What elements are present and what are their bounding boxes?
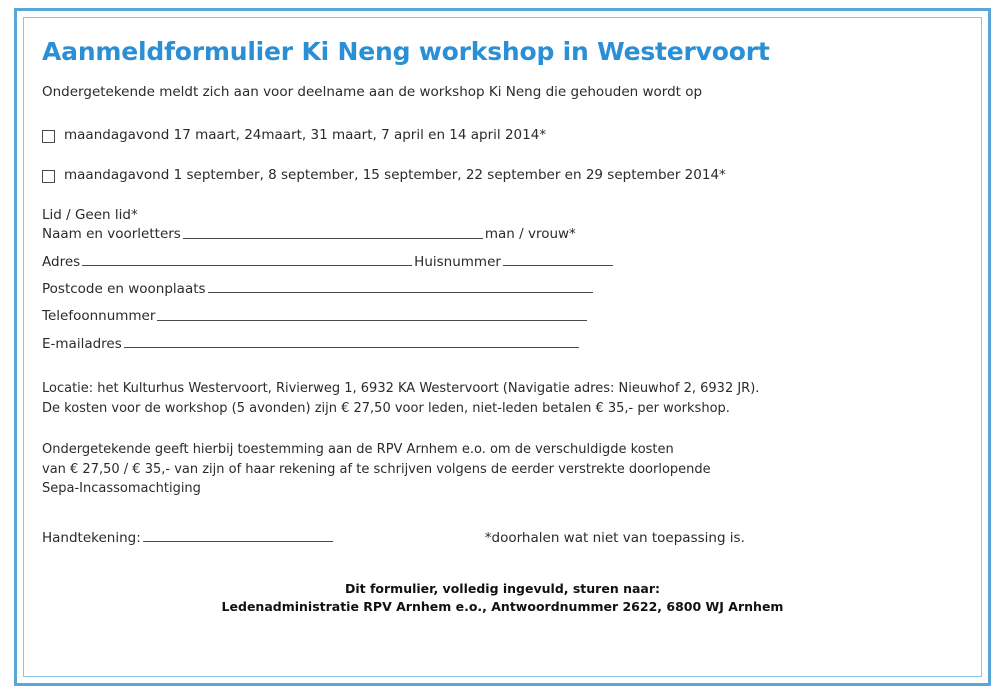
field-adres[interactable] xyxy=(42,253,963,271)
field-label-postcode: Postcode en woonplaats xyxy=(42,281,206,298)
footer-block xyxy=(42,580,963,616)
option-label-1: maandagavond 17 maart, 24maart, 31 maart, 7 april en 14 april 2014* xyxy=(64,127,547,144)
field-input-adres[interactable] xyxy=(82,253,412,266)
signature-row xyxy=(42,529,963,546)
signature-input[interactable] xyxy=(143,529,333,542)
field-label-huisnummer: Huisnummer xyxy=(414,253,501,270)
intro-text: Ondergetekende meldt zich aan voor deelname aan de workshop Ki Neng die gehouden wordt op xyxy=(42,83,703,100)
location-line-2: De kosten voor de workshop (5 avonden) zijn € 27,50 voor leden, niet-leden betalen € 35,- per workshop. xyxy=(42,400,730,416)
form-inner-border xyxy=(23,17,982,677)
mandate-line-1: Ondergetekende geeft hierbij toestemming aan de RPV Arnhem e.o. om de verschuldigde kosten xyxy=(42,442,674,458)
field-label-telefoon: Telefoonnummer xyxy=(42,308,156,325)
field-email[interactable] xyxy=(42,335,963,353)
option-label-2: maandagavond 1 september, 8 september, 15 september, 22 september en 29 september 2014* xyxy=(64,166,726,183)
field-postcode[interactable] xyxy=(42,280,963,298)
field-label-naam: Naam en voorletters xyxy=(42,226,181,243)
field-input-huisnummer[interactable] xyxy=(503,253,613,266)
field-telefoon[interactable] xyxy=(42,307,963,325)
field-suffix-naam: man / vrouw* xyxy=(484,226,576,243)
location-line-1: Locatie: het Kulturhus Westervoort, Rivierweg 1, 6932 KA Westervoort (Navigatie adres: Nieuwhof 2, 6932 JR). xyxy=(42,381,760,397)
footer-line-2: Ledenadministratie RPV Arnhem e.o., Antwoordnummer 2622, 6800 WJ Arnhem xyxy=(221,598,784,614)
checkbox-icon[interactable] xyxy=(42,170,55,183)
field-input-telefoon[interactable] xyxy=(157,307,587,320)
page-title: Aanmeldformulier Ki Neng workshop in Westervoort xyxy=(42,37,770,66)
field-input-naam[interactable] xyxy=(183,225,483,238)
mandate-line-3: Sepa-Incassomachtiging xyxy=(42,481,201,497)
lid-line: Lid / Geen lid* xyxy=(42,207,138,224)
field-input-email[interactable] xyxy=(124,335,579,348)
field-input-postcode[interactable] xyxy=(208,280,593,293)
location-paragraph xyxy=(42,379,963,418)
field-label-adres: Adres xyxy=(42,253,81,270)
checkbox-icon[interactable] xyxy=(42,130,55,143)
option-row-1[interactable] xyxy=(42,127,963,145)
option-row-2[interactable] xyxy=(42,167,963,185)
field-naam[interactable] xyxy=(42,225,963,243)
footer-line-1: Dit formulier, volledig ingevuld, sturen naar: xyxy=(344,580,661,596)
signature-note: *doorhalen wat niet van toepassing is. xyxy=(484,529,745,546)
form-outer-border xyxy=(14,8,991,686)
mandate-line-2: van € 27,50 / € 35,- van zijn of haar rekening af te schrijven volgens de eerder verstrekte doorlopende xyxy=(42,461,711,477)
field-label-email: E-mailadres xyxy=(42,335,122,352)
signature-label: Handtekening: xyxy=(42,529,141,546)
mandate-paragraph xyxy=(42,440,963,499)
fields-block xyxy=(42,206,963,353)
signature-field[interactable] xyxy=(42,529,335,546)
form-content xyxy=(42,32,963,668)
